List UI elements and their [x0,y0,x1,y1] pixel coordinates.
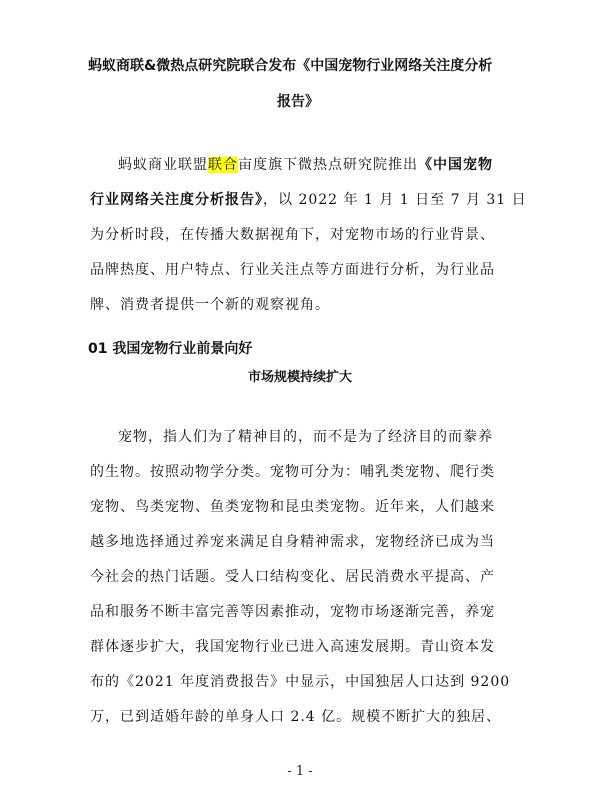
intro-line-5: 牌、消费者提供一个新的观察视角。 [90,297,330,313]
body-line: 今社会的热门话题。受人口结构变化、居民消费水平提高、产 [90,569,495,585]
body-paragraph [90,420,518,735]
body-line: 布的《2021 年度消费报告》中显示，中国独居人口达到 9200 [90,674,511,690]
intro-text-post: 亩度旗下微热点研究院推出 [238,157,418,173]
body-line: 宠物，指人们为了精神目的，而不是为了经济目的而豢养 [118,429,493,445]
document-title-line-2: 报告》 [277,94,319,110]
body-line: 群体逐步扩大，我国宠物行业已进入高速发展期。青山资本发 [90,639,495,655]
intro-text-pre: 蚂蚁商业联盟 [118,157,208,173]
highlighted-text: 联合 [208,157,238,173]
intro-paragraph [90,148,527,323]
document-title-line-1: 蚂蚁商联&微热点研究院联合发布《中国宠物行业网络关注度分析 [88,58,493,74]
section-heading: 01 我国宠物行业前景向好 [88,341,253,357]
intro-line-2 [90,183,527,218]
intro-line-4: 品牌热度、用户特点、行业关注点等方面进行分析，为行业品 [90,262,495,278]
report-title-bold-cont: 行业网络关注度分析报告》 [90,192,263,208]
intro-line-3: 为分析时段，在传播大数据视角下，对宠物市场的行业背景、 [90,227,495,243]
subheading: 市场规模持续扩大 [247,370,352,385]
report-title-bold: 《中国宠物 [418,157,493,173]
body-line: 品和服务不断丰富完善等因素推动，宠物市场逐渐完善，养宠 [90,604,495,620]
body-line: 的生物。按照动物学分类。宠物可分为：哺乳类宠物、爬行类 [90,464,495,480]
page-number: - 1 - [287,764,313,779]
body-line: 越多地选择通过养宠来满足自身精神需求，宠物经济已成为当 [90,534,495,550]
body-line: 万，已到适婚年龄的单身人口 2.4 亿。规模不断扩大的独居、 [90,709,502,725]
intro-line-2-rest: ，以 2022 年 1 月 1 日至 7 月 31 日 [263,192,527,208]
body-line: 宠物、鸟类宠物、鱼类宠物和昆虫类宠物。近年来，人们越来 [90,499,495,515]
intro-line-1 [90,148,518,183]
